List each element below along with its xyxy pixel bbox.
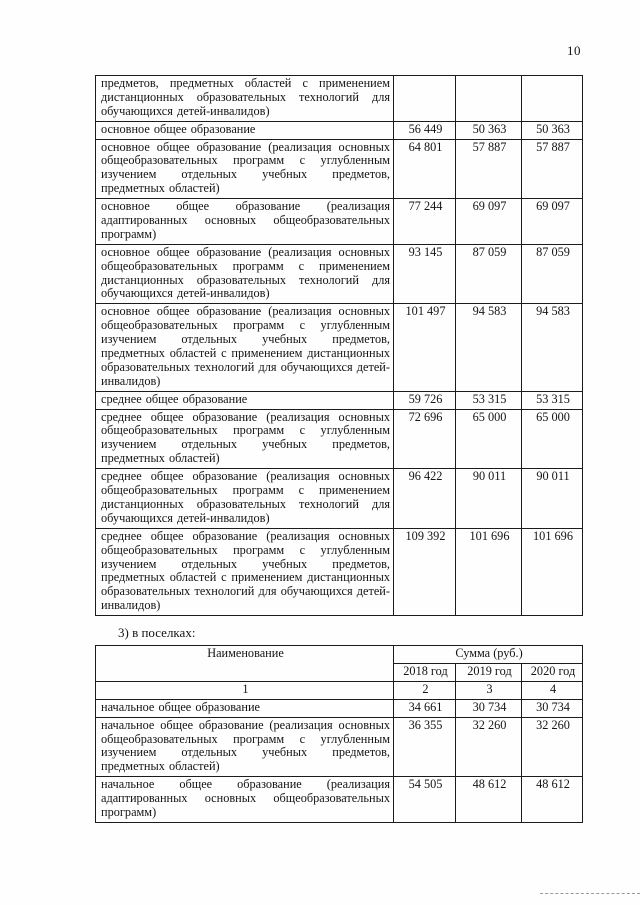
table-row [96, 469, 583, 529]
row-name-cell: предметов, предметных областей с применением дистанционных образовательных технологий для обучающихся детей-инвалидов) [96, 76, 394, 122]
value-cell-2019: 90 011 [456, 469, 522, 529]
value-cell-2019: 50 363 [456, 121, 522, 139]
row-name-cell: среднее общее образование (реализация основных общеобразовательных программ с углубленным изучением отдельных учебных предметов, предметных областей) [96, 409, 394, 469]
value-cell-2019: 87 059 [456, 244, 522, 304]
table-header-row [96, 646, 583, 664]
value-cell-2018: 54 505 [394, 777, 456, 823]
value-cell-2019: 69 097 [456, 199, 522, 245]
row-name-cell: основное общее образование (реализация основных общеобразовательных программ с углубленным изучением отдельных учебных предметов, предметных областей) [96, 139, 394, 199]
column-number-cell: 1 [96, 681, 394, 699]
value-cell-2019: 53 315 [456, 391, 522, 409]
header-sum-cell: Сумма (руб.) [394, 646, 583, 664]
value-cell-2019: 57 887 [456, 139, 522, 199]
header-year-2019: 2019 год [456, 663, 522, 681]
section-3-label: 3) в поселках: [118, 625, 196, 641]
column-number-cell: 2 [394, 681, 456, 699]
value-cell-2020: 101 696 [522, 528, 583, 615]
table-row [96, 528, 583, 615]
value-cell-2019: 32 260 [456, 717, 522, 777]
table-row [96, 244, 583, 304]
table-row [96, 139, 583, 199]
value-cell-2018: 77 244 [394, 199, 456, 245]
value-cell-2020: 90 011 [522, 469, 583, 529]
value-cell-2018: 109 392 [394, 528, 456, 615]
header-year-2020: 2020 год [522, 663, 583, 681]
value-cell-2020: 50 363 [522, 121, 583, 139]
value-cell-2020: 30 734 [522, 699, 583, 717]
funding-table-settlements [95, 645, 583, 823]
table-row [96, 777, 583, 823]
value-cell-2018: 101 497 [394, 304, 456, 391]
value-cell-2020: 69 097 [522, 199, 583, 245]
value-cell-2018: 36 355 [394, 717, 456, 777]
table-row [96, 304, 583, 391]
column-number-cell: 3 [456, 681, 522, 699]
value-cell-2018: 64 801 [394, 139, 456, 199]
value-cell-2020: 87 059 [522, 244, 583, 304]
table-row [96, 699, 583, 717]
value-cell-2020: 48 612 [522, 777, 583, 823]
value-cell-2018: 93 145 [394, 244, 456, 304]
value-cell-2019: 30 734 [456, 699, 522, 717]
value-cell-2020: 32 260 [522, 717, 583, 777]
page-content [95, 75, 582, 823]
value-cell-2019: 94 583 [456, 304, 522, 391]
value-cell-2019: 65 000 [456, 409, 522, 469]
column-numbers-row [96, 681, 583, 699]
row-name-cell: среднее общее образование [96, 391, 394, 409]
table-row [96, 121, 583, 139]
row-name-cell: основное общее образование (реализация основных общеобразовательных программ с углубленным изучением отдельных учебных предметов, предметных областей с применением дистанционных образовательных технологий для обучающихся детей-инвалидов) [96, 304, 394, 391]
value-cell-2020 [522, 76, 583, 122]
value-cell-2019: 101 696 [456, 528, 522, 615]
table-row [96, 76, 583, 122]
value-cell-2018 [394, 76, 456, 122]
row-name-cell: основное общее образование (реализация основных общеобразовательных программ с применением дистанционных образовательных технологий для обучающихся детей-инвалидов) [96, 244, 394, 304]
funding-table-continuation [95, 75, 583, 616]
value-cell-2018: 72 696 [394, 409, 456, 469]
table-row [96, 199, 583, 245]
table-row [96, 409, 583, 469]
value-cell-2018: 96 422 [394, 469, 456, 529]
value-cell-2018: 56 449 [394, 121, 456, 139]
row-name-cell: основное общее образование [96, 121, 394, 139]
row-name-cell: начальное общее образование [96, 699, 394, 717]
value-cell-2018: 59 726 [394, 391, 456, 409]
header-name-cell: Наименование [96, 646, 394, 682]
row-name-cell: начальное общее образование (реализация основных общеобразовательных программ с углубленным изучением отдельных учебных предметов, предметных областей) [96, 717, 394, 777]
row-name-cell: начальное общее образование (реализация адаптированных основных общеобразовательных программ) [96, 777, 394, 823]
value-cell-2020: 94 583 [522, 304, 583, 391]
header-year-2018: 2018 год [394, 663, 456, 681]
value-cell-2018: 34 661 [394, 699, 456, 717]
value-cell-2020: 65 000 [522, 409, 583, 469]
page-number: 10 [567, 43, 581, 58]
table-row [96, 391, 583, 409]
row-name-cell: среднее общее образование (реализация основных общеобразовательных программ с углубленным изучением отдельных учебных предметов, предметных областей с применением дистанционных образовательных технологий для обучающихся детей-инвалидов) [96, 528, 394, 615]
value-cell-2020: 53 315 [522, 391, 583, 409]
column-number-cell: 4 [522, 681, 583, 699]
row-name-cell: среднее общее образование (реализация основных общеобразовательных программ с применением дистанционных образовательных технологий для обучающихся детей-инвалидов) [96, 469, 394, 529]
value-cell-2020: 57 887 [522, 139, 583, 199]
value-cell-2019: 48 612 [456, 777, 522, 823]
value-cell-2019 [456, 76, 522, 122]
scan-artifact-line [540, 893, 640, 894]
row-name-cell: основное общее образование (реализация адаптированных основных общеобразовательных программ) [96, 199, 394, 245]
table-row [96, 717, 583, 777]
